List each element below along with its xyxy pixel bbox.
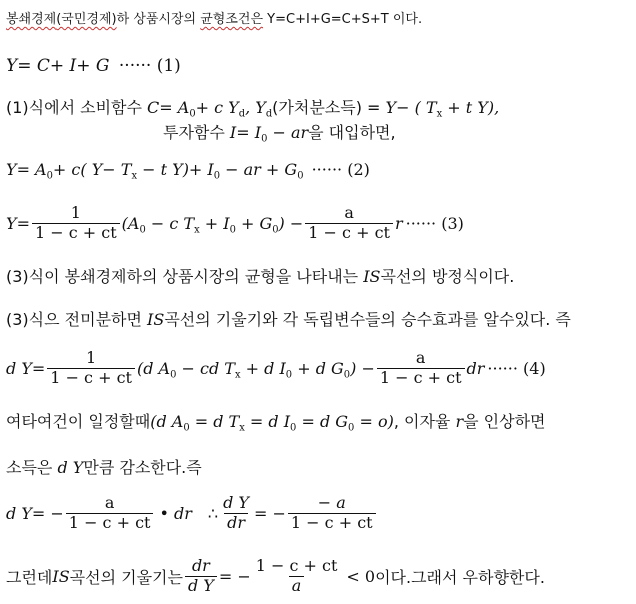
therefore-symbol: ∴ xyxy=(207,503,219,523)
ceteris-e: = d G xyxy=(296,412,349,431)
slope-frac2-denominator: a xyxy=(289,576,305,595)
sub-d: d xyxy=(265,108,273,120)
eq5-lhs: d Y= − xyxy=(6,503,64,523)
sub-zero: 0 xyxy=(229,224,236,236)
intro-middle: 상품시장의 xyxy=(129,12,201,27)
ceteris-g: , 이자율 xyxy=(393,412,456,431)
slope-frac1-numerator: dr xyxy=(191,556,210,575)
income-decrease-line xyxy=(6,455,202,478)
interest-rate-symbol: r xyxy=(455,412,464,431)
eq4-tag: ······ (4) xyxy=(487,358,546,378)
sub-zero: 0 xyxy=(139,224,146,236)
sub-zero: 0 xyxy=(272,224,279,236)
slope-equals: = − xyxy=(218,566,251,586)
eq3-mid1: (A xyxy=(121,213,140,233)
is-statement-b: 곡선의 방정식이다. xyxy=(380,267,515,286)
investment-rest: − ar xyxy=(267,123,309,142)
eq5-frac1-denominator: 1 − c + ct xyxy=(66,513,154,532)
yd-desc: (가처분소득) = xyxy=(272,98,386,117)
is-label: IS xyxy=(52,566,70,586)
intro-condition: 균형조건은 xyxy=(200,12,264,27)
sub-x: x xyxy=(436,108,443,120)
eq5-frac1-numerator: a xyxy=(104,493,115,512)
eq3-tag: ······ (3) xyxy=(405,213,464,233)
differentiation-statement xyxy=(6,307,571,330)
intro-closed-economy: 봉쇄경제 xyxy=(6,12,57,27)
sub-x: x xyxy=(234,369,241,381)
investment-intro: 투자함수 xyxy=(163,123,230,142)
consumption-intro: (1)식에서 소비함수 xyxy=(6,98,148,117)
eq4-frac2-denominator: 1 − c + ct xyxy=(377,368,465,387)
slope-fraction-2 xyxy=(253,558,341,595)
eq5-fraction-2 xyxy=(220,495,252,532)
sub-zero: 0 xyxy=(343,369,351,381)
eq3-mid4: + G xyxy=(235,213,273,233)
eq1-rhs: = C+ I+ G xyxy=(17,56,110,76)
eq4-mid1: (d A xyxy=(136,358,171,378)
eq5-fraction-1 xyxy=(66,495,154,532)
eq3-frac2-denominator: 1 − c + ct xyxy=(305,223,393,242)
sub-zero: 0 xyxy=(170,369,177,381)
is-label: IS xyxy=(363,267,381,286)
ceteris-h: 을 인상하면 xyxy=(463,412,546,431)
eq3-lhs: Y= xyxy=(6,213,30,233)
intro-equation: Y=C+I+G=C+S+T 이다. xyxy=(263,12,423,27)
eq4-fraction-2 xyxy=(377,350,465,387)
is-statement-a: (3)식이 봉쇄경제하의 상품시장의 균형을 나타내는 xyxy=(6,267,364,286)
eq3-frac1-numerator: 1 xyxy=(70,203,81,222)
sub-zero: 0 xyxy=(297,170,304,182)
yd-rhs2: + t Y), xyxy=(442,98,500,117)
eq5-fraction-3 xyxy=(288,495,376,532)
is-label: IS xyxy=(147,310,165,329)
investment-fn: I= I xyxy=(229,123,262,142)
slope-frac1-denominator: d Y xyxy=(185,576,217,595)
consumption-fn: C= A xyxy=(147,98,190,117)
equation-5 xyxy=(6,495,378,532)
investment-suffix: 을 대입하면, xyxy=(308,123,396,142)
eq5-frac2-denominator: dr xyxy=(224,513,248,532)
diff-statement-a: (3)식으 전미분하면 xyxy=(6,310,148,329)
eq1-tag: ······ (1) xyxy=(118,56,181,76)
eq4-frac2-numerator: a xyxy=(415,348,426,367)
income-a: 소득은 xyxy=(6,458,58,477)
investment-line xyxy=(163,120,396,143)
equation-4 xyxy=(6,350,546,387)
income-b: 만큼 감소한다.즉 xyxy=(83,458,202,477)
eq4-fraction-1 xyxy=(47,350,135,387)
eq3-frac2-numerator: a xyxy=(344,203,354,222)
eq4-mid3: + d I xyxy=(240,358,286,378)
eq5-frac3-numerator: − a xyxy=(317,493,346,512)
eq2-part1: Y= A xyxy=(6,160,47,179)
sub-zero: 0 xyxy=(348,422,355,434)
eq4-tail: dr xyxy=(466,358,485,378)
slope-b: 곡선의 기울기는 xyxy=(69,567,183,587)
eq3-fraction-1 xyxy=(32,205,120,242)
sub-zero: 0 xyxy=(189,108,196,120)
eq2-tag: ······ (2) xyxy=(311,160,370,179)
equation-1 xyxy=(6,56,181,76)
slope-less-than: < 0 xyxy=(346,566,376,586)
equation-3 xyxy=(6,205,464,242)
slope-conclusion-line xyxy=(6,558,545,595)
intro-national-economy: (국민경제) xyxy=(56,12,117,27)
eq2-part2: + c( Y− T xyxy=(52,160,132,179)
eq3-frac1-denominator: 1 − c + ct xyxy=(32,223,120,242)
ceteris-b: (d A xyxy=(150,412,184,431)
eq3-mid5: ) − xyxy=(278,213,304,233)
sub-x: x xyxy=(194,224,200,236)
diff-statement-b: 곡선의 기울기와 각 독립변수들의 승수효과를 알수있다. 즉 xyxy=(164,310,571,329)
is-curve-statement xyxy=(6,264,514,287)
sub-x: x xyxy=(239,422,245,434)
eq5-equals: = − xyxy=(253,503,286,523)
sub-zero: 0 xyxy=(261,133,268,145)
consumption-line xyxy=(6,95,499,118)
eq4-mid4: + d G xyxy=(292,358,344,378)
sub-d: d xyxy=(238,108,246,120)
intro-suffix: 하 xyxy=(116,12,130,27)
sub-x: x xyxy=(131,170,138,182)
eq5-frac3-denominator: 1 − c + ct xyxy=(288,513,376,532)
eq4-lhs: d Y= xyxy=(6,358,46,378)
ceteris-paribus-line xyxy=(6,409,545,432)
ceteris-d: = d I xyxy=(244,412,291,431)
slope-fraction-1 xyxy=(185,558,217,595)
sub-zero: 0 xyxy=(46,170,53,182)
sub-zero: 0 xyxy=(213,170,221,182)
eq5-mid: • dr xyxy=(159,503,192,523)
consumption-rest: + c Y xyxy=(195,98,239,117)
slope-frac2-numerator: 1 − c + ct xyxy=(255,556,338,575)
ceteris-c: = d T xyxy=(189,412,240,431)
equation-2 xyxy=(6,160,370,182)
yd-rhs: Y− ( T xyxy=(385,98,437,117)
slope-c: 이다.그래서 우하향한다. xyxy=(375,567,545,587)
eq2-part3: − t Y)+ I xyxy=(137,160,214,179)
eq4-mid2: − cd T xyxy=(176,358,235,378)
eq3-mid2: − c T xyxy=(145,213,195,233)
eq3-mid3: + I xyxy=(199,213,230,233)
eq2-part4: − ar + G xyxy=(220,160,298,179)
eq3-fraction-2 xyxy=(305,205,393,242)
slope-a: 그런데 xyxy=(6,567,53,587)
ceteris-a: 여타여건이 일정할때 xyxy=(6,412,151,431)
income-dy: d Y xyxy=(57,458,84,477)
ceteris-f: = o) xyxy=(354,412,394,431)
sub-zero: 0 xyxy=(183,422,190,434)
eq3-tail: r xyxy=(394,213,403,233)
eq4-frac1-numerator: 1 xyxy=(86,348,97,367)
eq1-lhs: Y xyxy=(6,56,18,76)
eq4-frac1-denominator: 1 − c + ct xyxy=(47,368,135,387)
sub-zero: 0 xyxy=(285,369,293,381)
intro-line xyxy=(6,8,422,27)
sub-zero: 0 xyxy=(290,422,297,434)
eq4-mid5: ) − xyxy=(350,358,375,378)
eq5-frac2-numerator: d Y xyxy=(223,493,249,512)
yd-label: , Y xyxy=(245,98,266,117)
